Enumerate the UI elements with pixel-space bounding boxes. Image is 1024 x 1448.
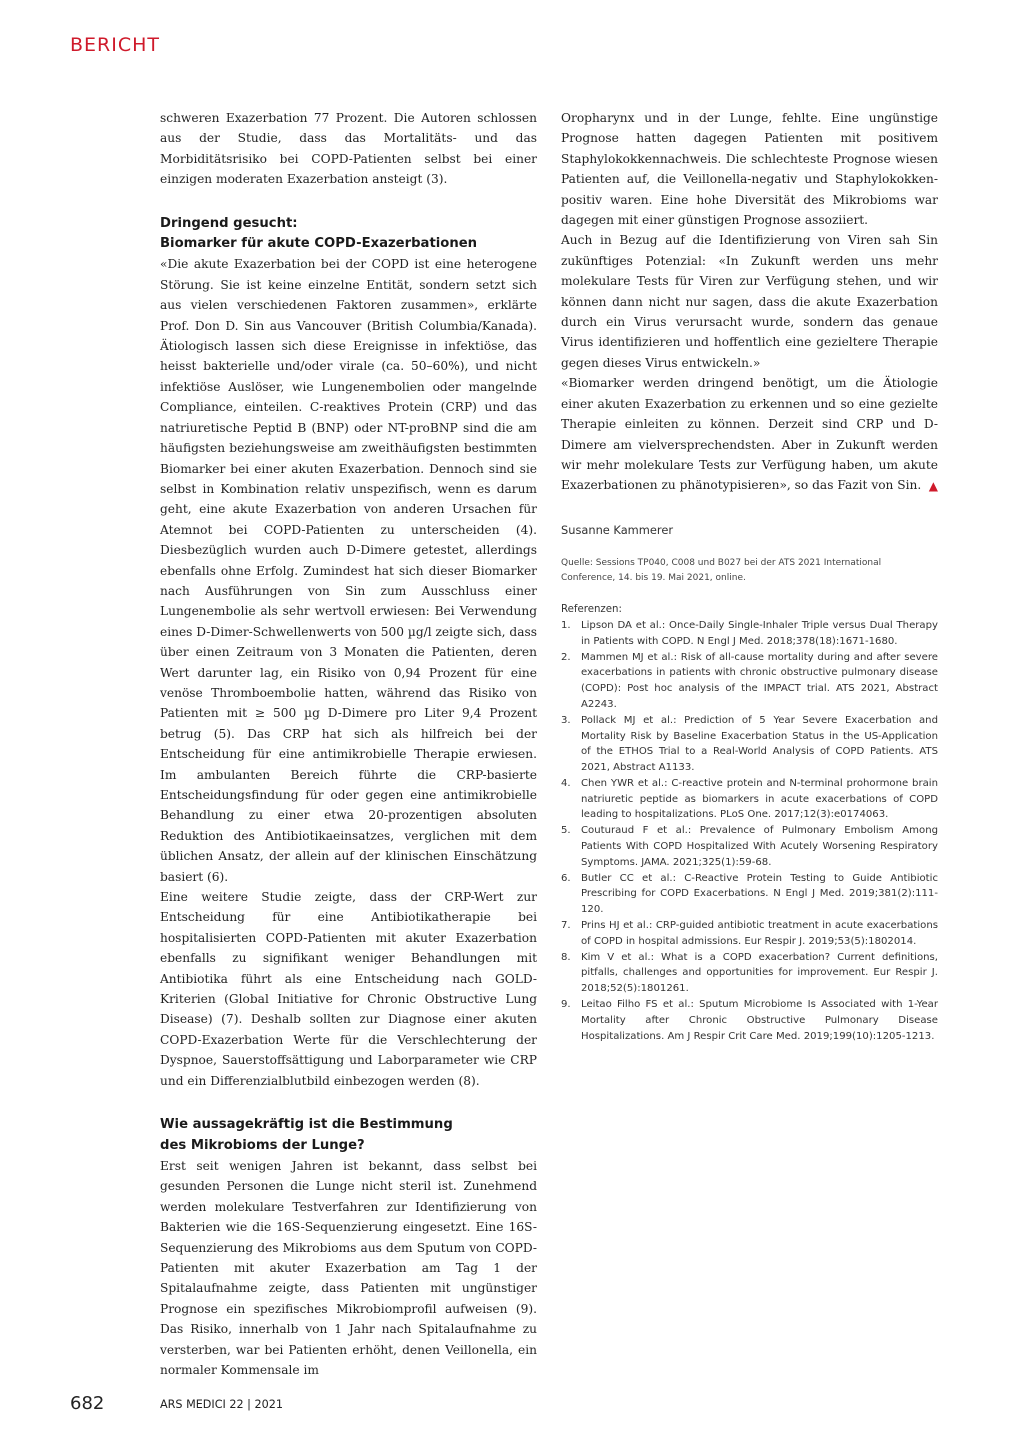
- section-label: BERICHT: [70, 34, 161, 56]
- paragraph: schweren Exazerbation 77 Prozent. Die Autoren schlossen aus der Studie, dass das Mortalitäts- und das Morbiditätsrisiko bei COPD-Patienten selbst bei einer einzigen moderaten Exazerbation ansteigt (3).: [160, 111, 537, 187]
- reference-item: 6. Butler CC et al.: C-Reactive Protein Testing to Guide Antibiotic Prescribing for COPD Exacerbations. N Engl J Med. 2019;381(2):111-120.: [561, 872, 938, 916]
- author: Susanne Kammerer: [561, 522, 674, 537]
- reference-item: 5. Couturaud F et al.: Prevalence of Pulmonary Embolism Among Patients With COPD Hospitalized With Acutely Worsening Respiratory Symptoms. JAMA. 2021;325(1):59-68.: [561, 825, 938, 868]
- reference-item: 8. Kim V et al.: What is a COPD exacerbation? Current definitions, pitfalls, challenges and opportunities for improvement. Eur Respir J. 2018;52(5):1801261.: [561, 951, 938, 995]
- left-column: [160, 108, 537, 1380]
- references-list: [561, 618, 938, 1045]
- reference-item: 9. Leitao Filho FS et al.: Sputum Microbiome Is Associated with 1-Year Mortality after Chronic Obstructive Pulmonary Disease Hospitalizations. Am J Respir Crit Care Med. 2019;199(10):1205-1213.: [561, 999, 938, 1042]
- reference-item: 1. Lipson DA et al.: Once-Daily Single-Inhaler Triple versus Dual Therapy in Patients with COPD. N Engl J Med. 2018;378(18):1671-1680.: [561, 619, 938, 647]
- page-number: 682: [70, 1393, 105, 1414]
- paragraph-text: «Biomarker werden dringend benötigt, um die Ätiologie einer akuten Exazerbation zu erkennen und so eine gezielte Therapie einleiten zu können. Derzeit sind CRP und D-Dimere am vielversprechendsten. Aber in Zukunft werden wir mehr molekulare Tests zur Verfügung haben, um akute Exazerbationen zu phänotypisieren», so das Fazit von Sin.: [561, 376, 938, 493]
- subheading: [160, 1115, 537, 1156]
- subheading: [160, 214, 537, 255]
- end-mark-icon: ▲: [928, 479, 938, 494]
- publication-info: ARS MEDICI 22 | 2021: [160, 1398, 283, 1411]
- paragraph: «Die akute Exazerbation bei der COPD ist eine heterogene Störung. Sie ist keine einzelne Entität, sondern setzt sich aus vielen verschiedenen Faktoren zusammen», erklärte Prof. Don D. Sin aus Vancouver (British Columbia/Kanada). Ätiologisch lassen sich diese Ereignisse in infektiöse, das heisst bakterielle und/oder virale (ca. 50–60%), und nicht infektiöse Auslöser, wie Lungenembolien oder mangelnde Compliance, einteilen. C-reaktives Protein (CRP) und das natriuretische Peptid B (BNP) oder NT-proBNP sind die am häufigsten beziehungsweise am zweithäufigsten bestimmten Biomarker bei einer akuten Exazerbation. Dennoch sind sie selbst in Kombination relativ unspezifisch, wenn es darum geht, eine akute Exazerbation von anderen Ursachen für Atemnot bei COPD-Patienten zu unterscheiden (4). Diesbezüglich wurden auch D-Dimere getestet, allerdings ebenfalls ohne Erfolg. Zumindest hat sich dieser Biomarker nach Ausführungen von Sin zum Ausschluss einer Lungenembolie als sehr wertvoll erwiesen: Bei Verwendung eines D-Dimer-Schwellenwerts von 500 µg/l zeigte sich, dass über einen Zeitraum von 3 Monaten die Patienten, deren Wert darunter lag, ein Risiko von 0,94 Prozent für eine venöse Thromboembolie hatten, während das Risiko von Patienten mit ≥ 500 µg D-Dimere pro Liter 9,4 Prozent betrug (5). Das CRP hat sich als hilfreich bei der Entscheidung für eine antimikrobielle Therapie erwiesen. Im ambulanten Bereich führte die CRP-basierte Entscheidungsfindung für oder gegen eine antimikrobielle Behandlung zu einer etwa 20-prozentigen absoluten Reduktion des Antibiotikaeinsatzes, verglichen mit dem üblichen Ansatz, der allein auf der klinischen Einschätzung basiert (6).: [160, 257, 537, 884]
- right-column: [561, 108, 938, 1044]
- subheading-line: des Mikrobioms der Lunge?: [160, 1137, 365, 1153]
- paragraph: Erst seit wenigen Jahren ist bekannt, dass selbst bei gesunden Personen die Lunge nicht steril ist. Zunehmend werden molekulare Testverfahren zur Identifizierung von Bakterien wie die 16S-Sequenzierung eingesetzt. Eine 16S-Sequenzierung des Mikrobioms aus dem Sputum von COPD-Patienten mit akuter Exazerbation am Tag 1 der Spitalaufnahme zeigte, dass Patienten mit ungünstiger Prognose ein spezifisches Mikrobiomprofil aufweisen (9). Das Risiko, innerhalb von 1 Jahr nach Spitalaufnahme zu versterben, war bei Patienten erhöht, denen Veillonella, ein normaler Kommensale im: [160, 1158, 537, 1377]
- references-title: Referenzen:: [561, 604, 622, 616]
- paragraph: [561, 373, 938, 495]
- reference-item: 3. Pollack MJ et al.: Prediction of 5 Year Severe Exacerbation and Mortality Risk by Baseline Exacerbation Status in the US-Application of the ETHOS Trial to a Real-World Analysis of COPD Patients. ATS 2021, Abstract A1133.: [561, 714, 938, 774]
- reference-item: 4. Chen YWR et al.: C-reactive protein and N-terminal prohormone brain natriuretic peptide as biomarkers in acute exacerbations of COPD leading to hospitalizations. PLoS One. 2017;12(3):e0174063.: [561, 777, 938, 821]
- source-note: Quelle: Sessions TP040, C008 und B027 bei der ATS 2021 International Conference, 14. bis 19. Mai 2021, online.: [561, 558, 882, 584]
- paragraph: Oropharynx und in der Lunge, fehlte. Eine ungünstige Prognose hatten dagegen Patienten mit positivem Staphylokokkennachweis. Die schlechteste Prognose wiesen Patienten auf, die Veillonella-negativ und Staphylokokken-positiv waren. Eine hohe Diversität des Mikrobioms war dagegen mit einer günstigen Prognose assoziiert.: [561, 111, 938, 228]
- subheading-line: Biomarker für akute COPD-Exazerbationen: [160, 236, 478, 252]
- subheading-line: Dringend gesucht:: [160, 215, 298, 231]
- reference-item: 7. Prins HJ et al.: CRP-guided antibiotic treatment in acute exacerbations of COPD in hospital admissions. Eur Respir J. 2019;53(5):1802014.: [561, 920, 938, 947]
- paragraph: Auch in Bezug auf die Identifizierung von Viren sah Sin zukünftiges Potenzial: «In Zukunft werden uns mehr molekulare Tests für Viren zur Verfügung stehen, und wir können dann nicht nur sagen, dass die akute Exazerbation durch ein Virus verursacht wurde, sondern das genaue Virus identifizieren und hoffentlich eine gezieltere Therapie gegen dieses Virus entwickeln.»: [561, 233, 938, 370]
- paragraph: Eine weitere Studie zeigte, dass der CRP-Wert zur Entscheidung für eine Antibiotikatherapie bei hospitalisierten COPD-Patienten mit akuter Exazerbation ebenfalls zu signifikant weniger Behandlungen mit Antibiotika führt als eine Entscheidung nach GOLD-Kriterien (Global Initiative for Chronic Obstructive Lung Disease) (7). Deshalb sollten zur Diagnose einer akuten COPD-Exazerbation Werte für die Verschlechterung der Dyspnoe, Sauerstoffsättigung und Laborparameter wie CRP und ein Differenzialblutbild einbezogen werden (8).: [160, 890, 537, 1088]
- reference-item: 2. Mammen MJ et al.: Risk of all-cause mortality during and after severe exacerbations in patients with chronic obstructive pulmonary disease (COPD): Post hoc analysis of the IMPACT trial. ATS 2021, Abstract A2243.: [561, 651, 938, 710]
- subheading-line: Wie aussagekräftig ist die Bestimmung: [160, 1117, 453, 1133]
